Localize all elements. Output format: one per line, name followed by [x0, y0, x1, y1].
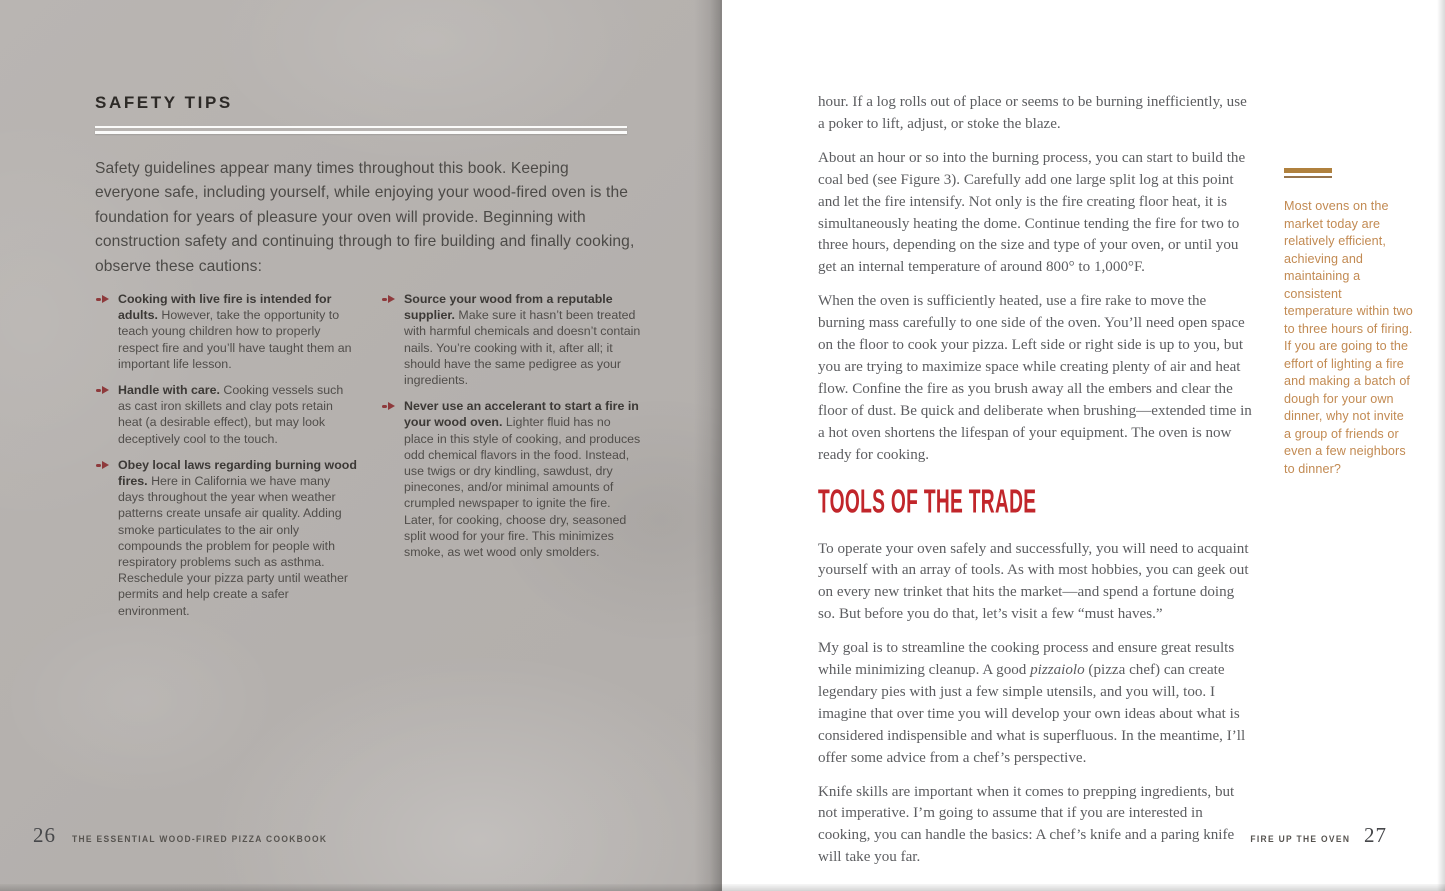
left-running-title: THE ESSENTIAL WOOD-FIRED PIZZA COOKBOOK — [72, 834, 328, 844]
arrow-bullet-icon — [96, 295, 111, 304]
arrow-bullet-icon — [382, 402, 397, 411]
body-paragraph-fire-1: hour. If a log rolls out of place or seems to be burning inefficiently, use a poker to lift, adjust, or stoke the blaze. — [818, 94, 1247, 132]
bullet-rest: Lighter fluid has no place in this style of cooking, and produces odd chemical flavors in the food. Instead, use twigs or dry kindling, sawdust, dry pinecones, and/or minimal amounts of crumpled newspaper to ignite the fire. Later, for cooking, choose dry, seasoned split wood for your fire. This minimizes smoke, as wet wood only smolders. — [404, 415, 641, 560]
right-page — [722, 0, 1445, 891]
left-page — [0, 0, 722, 891]
page-edge-right — [1437, 0, 1445, 891]
bullet-item — [381, 398, 643, 560]
bullet-lead: Cooking with live fire is intended for adults. — [118, 292, 332, 323]
right-running-title: FIRE UP THE OVEN — [1250, 834, 1350, 844]
body-paragraph-tools: To operate your oven safely and successfully, you will need to acquaint yourself with an array of tools. As with most hobbies, you can geek out on every new trinket that hits the market—and spend a fortune doing so. But before you do that, let’s visit a few “must haves.” — [818, 540, 1249, 623]
bullet-rest: Here in California we have many days throughout the year when weather patterns create unsafe air quality. Adding smoke particulates to the air only compounds the problem for people with respiratory problems such as asthma. Reschedule your pizza party until weather permits and help create a safer environment. — [118, 474, 349, 618]
sidebar-note — [1284, 168, 1414, 478]
heading-double-rule — [95, 126, 627, 134]
safety-intro-paragraph: Safety guidelines appear many times throughout this book. Keeping everyone safe, including yourself, while enjoying your wood-fired oven is the foundation for years of pleasure your oven will provide. Beginning with construction safety and continuing through to fire building and finally cooking, observe these cautions: — [95, 160, 635, 275]
safety-bullet-columns — [95, 291, 643, 629]
arrow-bullet-icon — [96, 461, 111, 470]
tools-of-the-trade-heading: TOOLS OF THE TRADE — [818, 481, 1037, 520]
sidebar-double-rule — [1284, 168, 1332, 178]
arrow-bullet-icon — [96, 386, 111, 395]
left-page-footer — [33, 823, 344, 848]
bullet-rest: Cooking vessels such as cast iron skillets and clay pots retain heat (a desirable effect), but may look deceptively cool to the touch. — [118, 383, 344, 446]
left-page-number: 26 — [33, 823, 56, 847]
body-paragraph-fire-3: When the oven is sufficiently heated, use a fire rake to move the burning mass carefully to one side of the oven. You’ll need open space on the floor to cook your pizza. Left side or right side is up to you, but you are trying to maximize space while creating plenty of air and heat flow. Confine the fire as you brush away all the embers and clear the floor of dust. Be quick and deliberate when brushing—extended time in a hot oven shortens the lifespan of your equipment. The oven is now ready for cooking. — [818, 293, 1252, 463]
goal-text-before: My goal is to streamline the cooking process and ensure great results while minimizing cleanup. A good — [818, 640, 1235, 679]
body-paragraph-fire-2: About an hour or so into the burning process, you can start to build the coal bed (see Figure 3). Carefully add one large split log at this point and let the fire intensify. Not only is the fire creating floor heat, it is simultaneously heating the dome. Continue tending the fire for two to three hours, depending on the size and type of your oven, or until you get an internal temperature of around 800° to 1,000°F. — [818, 149, 1246, 276]
right-page-number: 27 — [1364, 823, 1387, 847]
bullet-lead: Never use an accelerant to start a fire in your wood oven. — [404, 399, 639, 430]
section-heading-wrap — [818, 481, 1252, 525]
bullet-item — [95, 382, 357, 447]
bullet-rest: However, take the opportunity to teach young children how to properly respect fire and you’ll have taught them an important life lesson. — [118, 308, 352, 371]
body-paragraph-knife: Knife skills are important when it comes to prepping ingredients, but not imperative. I’m going to assume that if you are interested in cooking, you can handle the basics: A chef’s knife and a paring knife will take you far. — [818, 783, 1235, 866]
right-page-body — [818, 92, 1252, 881]
bullet-item — [95, 291, 357, 372]
goal-text-italic: pizzaiolo — [1030, 662, 1085, 679]
sidebar-note-text: Most ovens on the market today are relatively efficient, achieving and maintaining a consistent temperature within two to three hours of firing. If you are going to the effort of lighting a fire and making a batch of dough for your own dinner, why not invite a group of friends or even a few neighbors to dinner? — [1284, 199, 1413, 476]
safety-tips-heading: SAFETY TIPS — [95, 93, 233, 112]
bullet-column-2 — [381, 291, 643, 629]
goal-text-after: (pizza chef) can create legendary pies with just a few simple utensils, and you will, too. I imagine that over time you will develop your own ideas about what is considered indispensible and what is superfluous. In the meantime, I’ll offer some advice from a chef’s perspective. — [818, 662, 1246, 766]
page-edge-bottom — [0, 884, 1445, 891]
bullet-rest: Make sure it hasn’t been treated with harmful chemicals and doesn’t contain nails. You’re cooking with it, after all; it should have the same pedigree as your ingredients. — [404, 308, 641, 388]
bullet-item — [95, 457, 357, 619]
right-page-footer — [1244, 823, 1387, 848]
bullet-item — [381, 291, 643, 388]
bullet-lead: Handle with care. — [118, 383, 220, 398]
arrow-bullet-icon — [382, 295, 397, 304]
body-paragraph-goal — [818, 638, 1252, 769]
bullet-column-1 — [95, 291, 357, 629]
gutter-shadow — [694, 0, 722, 891]
bullet-lead: Source your wood from a reputable supplier. — [404, 292, 613, 323]
bullet-lead: Obey local laws regarding burning wood fires. — [118, 457, 357, 489]
